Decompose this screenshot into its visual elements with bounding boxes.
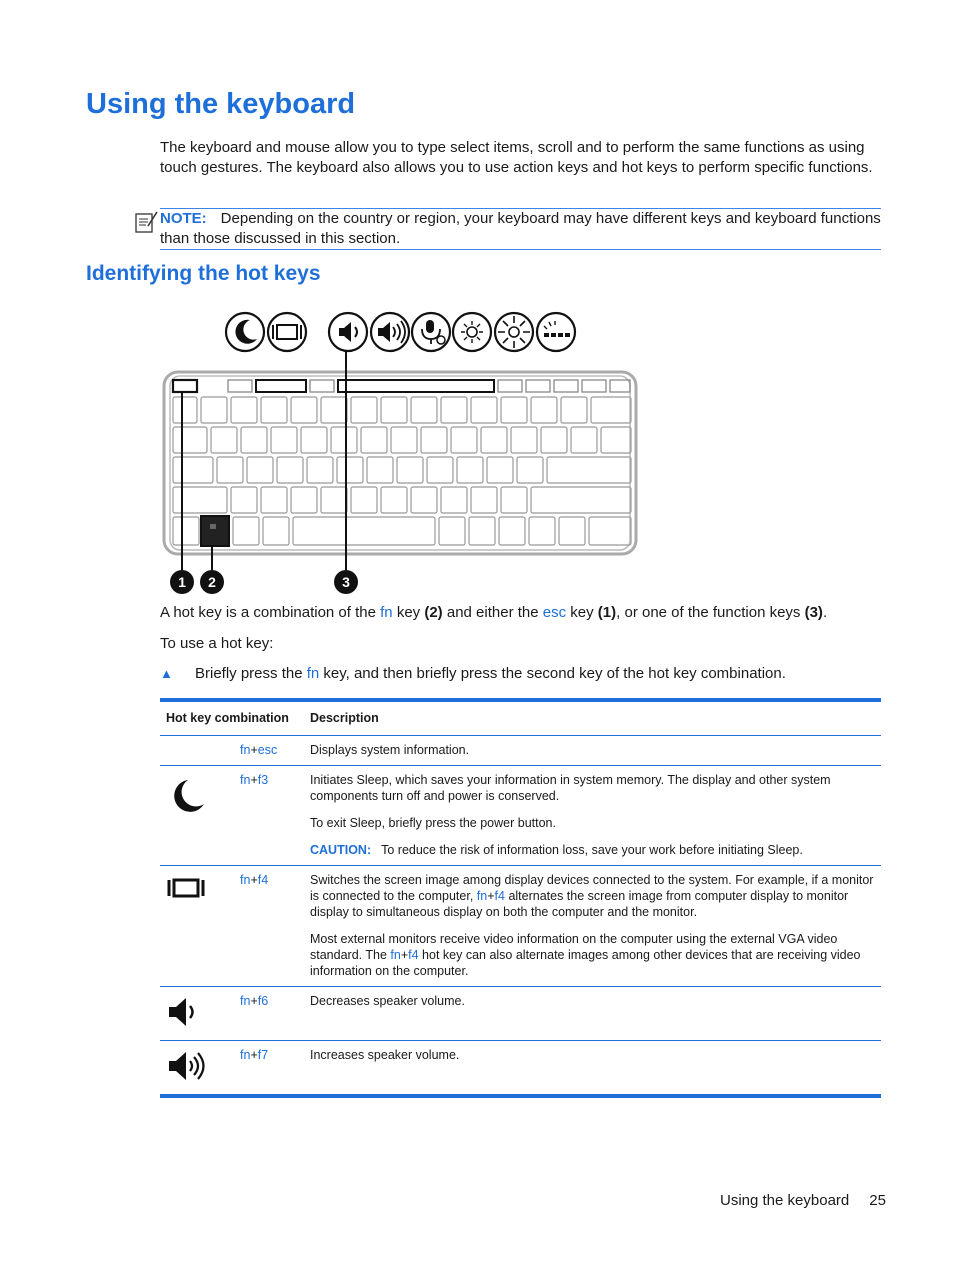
table-row [160,766,881,866]
volume-down-icon [329,313,367,351]
bullet-triangle-icon: ▲ [160,666,173,681]
fn-key-ref: fn [380,604,393,621]
callout-3: 3 [342,574,350,590]
esc-key-ref: esc [542,604,567,621]
table-row [160,736,881,766]
keyboard-backlight-icon [537,313,575,351]
hotkey-combo: fn+f7 [234,1041,304,1097]
keyboard-body [164,372,636,554]
hotkey-combo: fn+f3 [234,766,304,866]
hotkey-combo: fn+f6 [234,987,304,1041]
table-row [160,987,881,1041]
table-row [160,866,881,987]
to-use-heading: To use a hot key: [160,635,274,652]
footer-title: Using the keyboard [720,1192,850,1209]
display-switch-icon [166,876,206,900]
note-box [160,208,881,250]
header-hot-key-combination: Hot key combination [160,700,304,736]
sleep-moon-icon [166,776,206,816]
hotkey-icons-row [226,313,575,351]
function-key-row [173,380,630,392]
hotkey-description: Decreases speaker volume. [304,987,881,1041]
volume-up-icon [166,1049,206,1083]
table-row [160,1041,881,1097]
hotkey-combo: fn+f4 [234,866,304,987]
hotkey-description: Displays system information. [304,736,881,766]
fn-key-highlight [201,516,229,546]
brightness-down-icon [453,313,491,351]
callout-markers [170,570,358,594]
display-switch-icon [268,313,306,351]
hotkey-description: Initiates Sleep, which saves your information in system memory. The display and other system components turn off and power is conserved. To exit Sleep, briefly press the power button. CAUTION: To reduce the risk of information loss, save your work before initiating Sleep. [304,766,881,866]
intro-paragraph: The keyboard and mouse allow you to type select items, scroll and to perform the same functions as using touch gestures. The keyboard also allows you to use action keys and hot keys to perform specific functions. [160,139,873,176]
hotkey-table [160,698,881,1098]
callout-2: 2 [208,574,216,590]
page-title: Using the keyboard [86,88,356,120]
keyboard-key-grid [173,397,631,545]
sleep-moon-icon [226,313,264,351]
microphone-mute-icon [412,313,450,351]
hotkey-combo: fn+esc [234,736,304,766]
keyboard-illustration [160,304,640,600]
note-icon [134,210,158,234]
bullet-step: ▲ Briefly press the fn key, and then briefly press the second key of the hot key combination. [160,665,786,682]
table-header-row [160,700,881,736]
brightness-up-icon [495,313,533,351]
volume-up-icon [371,313,409,351]
volume-down-icon [166,995,202,1029]
callout-1: 1 [178,574,186,590]
note-label: NOTE: [160,210,207,227]
header-description: Description [304,700,881,736]
section-title: Identifying the hot keys [86,262,321,285]
hotkey-description: Switches the screen image among display devices connected to the system. For example, if a monitor is connected to the computer, fn+f4 alternates the screen image from computer display to monitor display to simultaneous display on both the computer and the monitor. Most external monitors receive video information on the computer using the external VGA video standard. The fn+f4 hot key can also alternate images among other devices that are receiving video information on the computer. [304,866,881,987]
note-text: Depending on the country or region, your keyboard may have different keys and keyboard functions than those discussed in this section. [160,210,881,247]
caution: CAUTION: To reduce the risk of information loss, save your work before initiating Sleep. [310,843,803,857]
page-number: 25 [869,1192,886,1209]
hotkey-description: Increases speaker volume. [304,1041,881,1097]
hotkey-explanation: A hot key is a combination of the fn key (2) and either the esc key (1), or one of the function keys (3). [160,604,828,621]
page-footer [720,1192,886,1209]
